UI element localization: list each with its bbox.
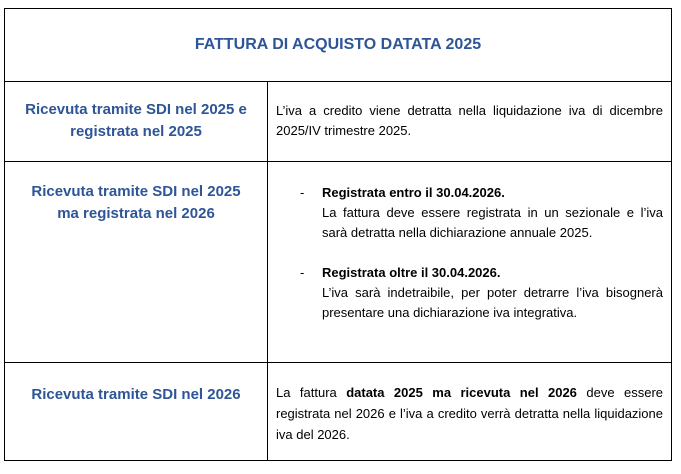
item-title: Registrata oltre il 30.04.2026. — [322, 265, 501, 280]
item-body: L’iva sarà indetraibile, per poter detrarre l’iva bisognerà presentare una dichiarazione iva integrativa. — [322, 285, 663, 320]
table-row-2025-2026 — [5, 161, 671, 363]
row-content-cell — [268, 362, 671, 460]
table-row-2025-2025 — [5, 81, 671, 162]
row-label-cell — [5, 362, 268, 460]
table-title: FATTURA DI ACQUISTO DATATA 2025 — [194, 36, 482, 53]
row-label-line: Ricevuta tramite SDI nel 2025 e — [25, 101, 247, 118]
row-label-line: Ricevuta tramite SDI nel 2025 — [31, 183, 241, 200]
row-label-line: registrata nel 2025 — [70, 123, 202, 140]
list-item — [268, 263, 663, 343]
row-text-before: La fattura — [276, 385, 347, 400]
row-label-cell — [5, 161, 268, 362]
row-text — [276, 382, 663, 445]
item-body: La fattura deve essere registrata in un sezionale e l’iva sarà detratta nella dichiarazione annuale 2025. — [322, 205, 663, 240]
row-text-bold: datata 2025 ma ricevuta nel 2026 — [346, 385, 577, 400]
table-header — [5, 9, 671, 82]
row-label-line: ma registrata nel 2026 — [57, 205, 215, 222]
invoice-table — [4, 8, 672, 461]
row-text-after: deve essere registrata nel 2026 e l’iva a credito verrà detratta nella liquidazione iva del 2026. — [276, 385, 663, 442]
row-label-cell — [5, 81, 268, 161]
row-label — [5, 181, 267, 225]
row-content-cell — [268, 161, 671, 362]
row-content-cell — [268, 81, 671, 161]
list-item — [268, 183, 663, 243]
table-row-2026 — [5, 362, 671, 460]
bullet-dash: - — [300, 185, 305, 200]
row-label — [5, 99, 267, 143]
item-title: Registrata entro il 30.04.2026. — [322, 185, 505, 200]
row-text: L’iva a credito viene detratta nella liquidazione iva di dicembre 2025/IV trimestre 2025. — [276, 103, 663, 138]
bullet-dash: - — [300, 265, 305, 280]
row-label: Ricevuta tramite SDI nel 2026 — [31, 386, 241, 403]
